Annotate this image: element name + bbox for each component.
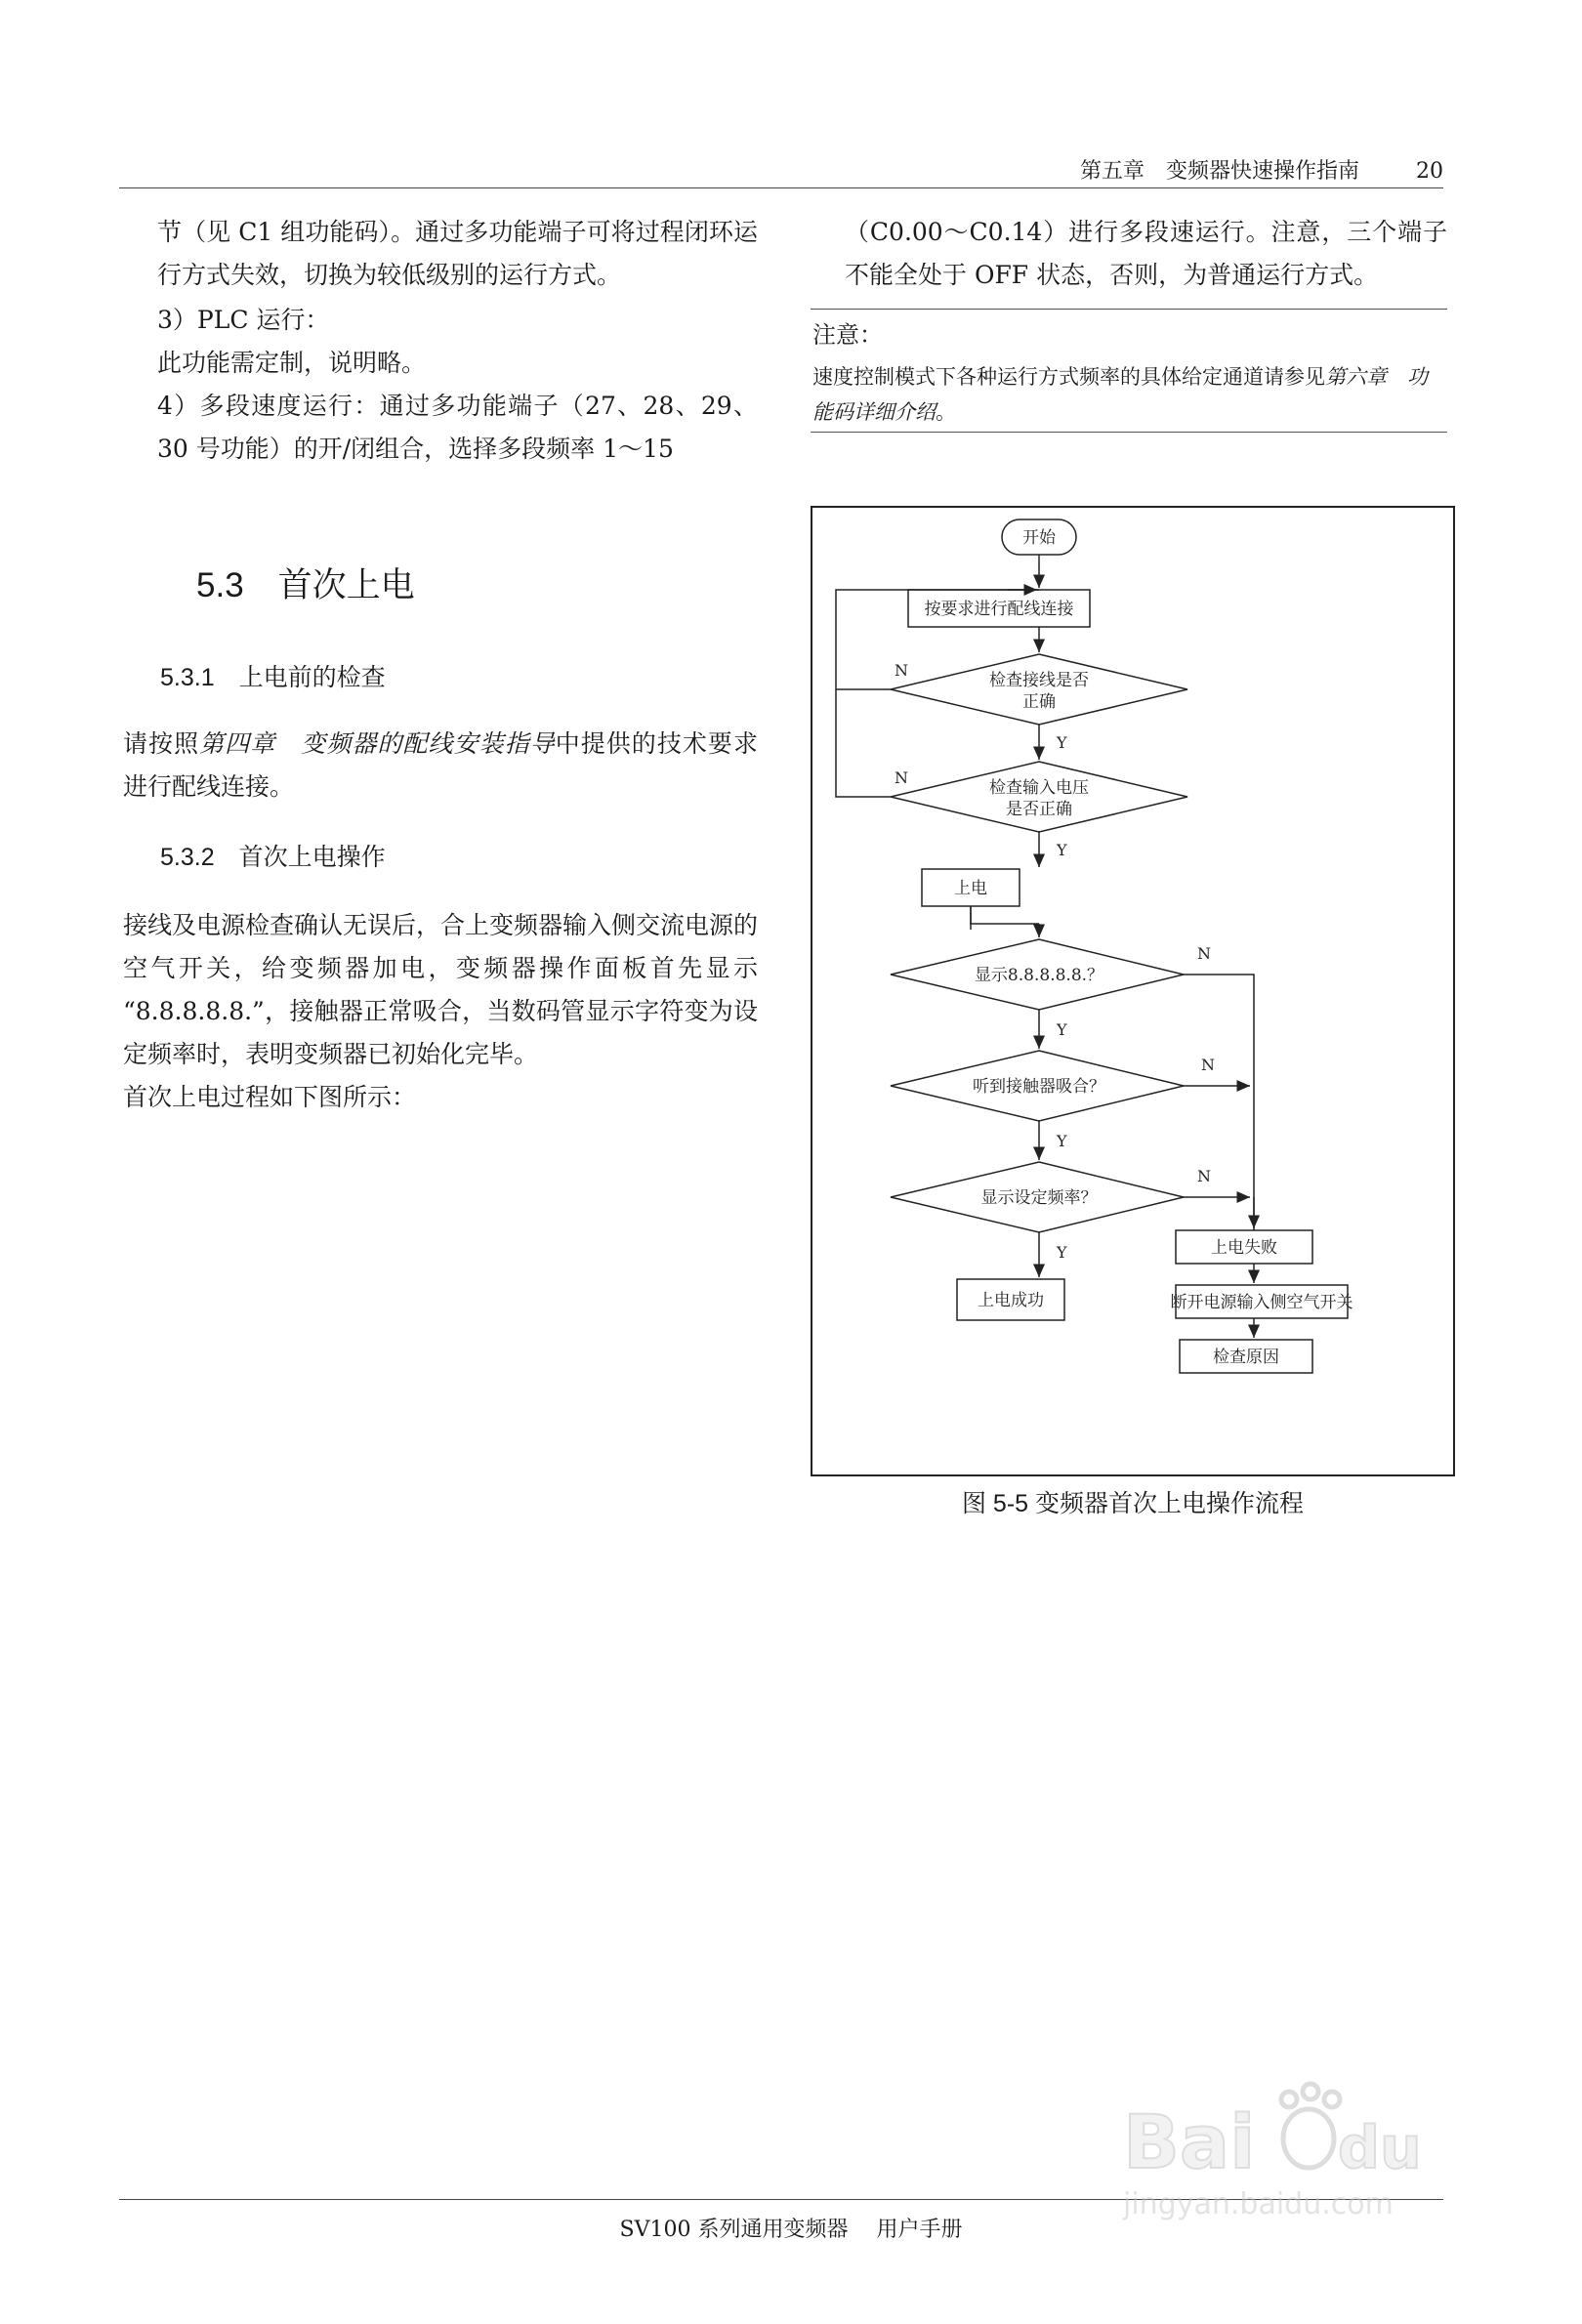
wiring-label: 按要求进行配线连接 <box>924 600 1074 619</box>
subsection-2-title: 5.3.2 首次上电操作 <box>160 844 386 871</box>
no-label-5: N <box>1197 1167 1211 1185</box>
note-box <box>811 309 1447 433</box>
no-label-2: N <box>895 768 908 787</box>
baidu-logo-icon <box>1113 2080 1484 2187</box>
yes-label-3: Y <box>1057 1020 1067 1039</box>
check-cause-label: 检查原因 <box>1213 1348 1279 1367</box>
left-column <box>123 211 758 1119</box>
power-on-label: 上电 <box>954 879 987 898</box>
no-label-1: N <box>895 661 908 680</box>
no-label-4: N <box>1201 1056 1215 1074</box>
note-body <box>812 359 1447 430</box>
header-page-number: 20 <box>1416 159 1443 184</box>
check-wiring-label-2: 正确 <box>1022 692 1056 712</box>
running-header <box>1080 154 1443 185</box>
yes-label-5: Y <box>1057 1243 1067 1262</box>
svg-text:Bai: Bai <box>1123 2098 1256 2185</box>
left-paragraph-3: 此功能需定制，说明略。 <box>157 349 427 377</box>
right-paragraph-1: （C0.00～C0.14）进行多段速运行。注意，三个端子不能全处于 OFF 状态，否则，为普通运行方式。 <box>845 218 1447 289</box>
yes-label-4: Y <box>1057 1132 1067 1150</box>
sub1-pre: 请按照 <box>123 729 200 758</box>
figure-caption: 图 5-5 变频器首次上电操作流程 <box>961 1490 1305 1517</box>
section-title: 5.3 首次上电 <box>196 566 415 604</box>
baidu-watermark <box>1113 2080 1484 2256</box>
watermark-url: jingyan.baidu.com <box>1123 2187 1394 2221</box>
footer-text: SV100 系列通用变频器 用户手册 <box>619 2218 963 2242</box>
note-pre: 速度控制模式下各种运行方式频率的具体给定通道请参见 <box>812 365 1325 389</box>
display-check-label: 显示8.8.8.8.8.？ <box>974 966 1104 985</box>
sub1-post: 中提供的技术要求进行配线连接。 <box>123 729 758 801</box>
success-label: 上电成功 <box>978 1291 1044 1310</box>
freq-check-label: 显示设定频率？ <box>980 1188 1098 1208</box>
header-chapter: 第五章 变频器快速操作指南 <box>1079 159 1359 184</box>
check-voltage-label-1: 检查输入电压 <box>989 778 1089 798</box>
left-paragraph-4: 4）多段速度运行：通过多功能端子（27、28、29、30 号功能）的开/闭组合，选择多段频率 1～15 <box>157 392 758 463</box>
left-paragraph-1: 节（见 C1 组功能码）。通过多功能端子可将过程闭环运行方式失效，切换为较低级别的运行方式。 <box>157 218 758 289</box>
figure-frame <box>811 506 1455 1476</box>
subsection-1-paragraph <box>123 723 758 809</box>
note-title: 注意： <box>812 322 883 349</box>
disconnect-label: 断开电源输入侧空气开关 <box>1170 1293 1353 1312</box>
fail-label: 上电失败 <box>1211 1238 1277 1258</box>
check-wiring-label-1: 检查接线是否 <box>989 671 1089 690</box>
subsection-1-title: 5.3.1 上电前的检查 <box>160 664 386 691</box>
yes-label-2: Y <box>1057 841 1067 859</box>
note-chapter-ref: 第六章 功能码详细介绍 <box>812 365 1428 424</box>
check-voltage-label-2: 是否正确 <box>1006 800 1072 819</box>
note-post: 。 <box>936 400 956 424</box>
subsection-2-paragraph-1: 接线及电源检查确认无误后，合上变频器输入侧交流电源的空气开关，给变频器加电，变频器操作面板首先显示 “8.8.8.8.8.”，接触器正常吸合，当数码管显示字符变为设定频率时，表明变频器已初始化完毕。 <box>123 911 759 1068</box>
header-rule <box>119 187 1443 188</box>
subsection-2-paragraph-2: 首次上电过程如下图所示： <box>123 1083 417 1111</box>
right-column <box>811 211 1447 297</box>
left-item-plc-text: 3）PLC 运行： <box>157 306 330 334</box>
start-label: 开始 <box>1022 528 1056 548</box>
sub1-chapter-ref: 第四章 变频器的配线安装指导 <box>199 729 556 758</box>
left-item-plc <box>123 299 758 342</box>
svg-text:du: du <box>1338 2114 1422 2182</box>
no-label-3: N <box>1197 944 1211 963</box>
contactor-check-label: 听到接触器吸合？ <box>973 1077 1105 1097</box>
yes-label-1: Y <box>1057 733 1067 752</box>
flowchart <box>812 508 1453 1474</box>
